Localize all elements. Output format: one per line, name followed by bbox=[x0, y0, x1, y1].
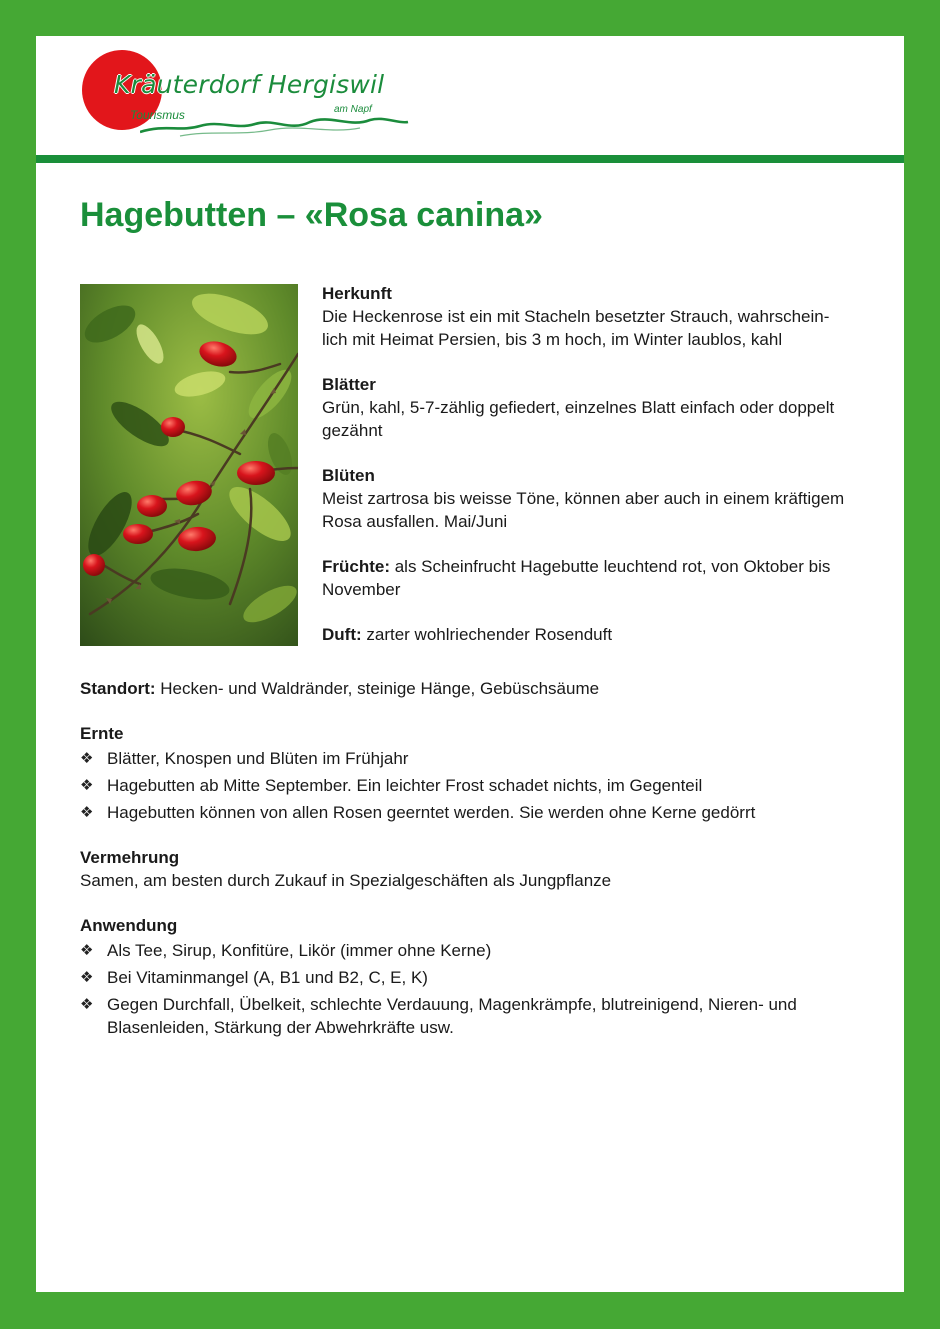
ernte-item-1: Blätter, Knospen und Blüten im Frühjahr bbox=[107, 749, 409, 768]
standort-label: Standort: bbox=[80, 679, 156, 698]
lower-sections bbox=[80, 677, 870, 1061]
anwendung-item-2: Bei Vitaminmangel (A, B1 und B2, C, E, K) bbox=[107, 968, 428, 987]
anwendung-item-3: Gegen Durchfall, Übelkeit, schlechte Verdauung, Magenkrämpfe, blutreinigend, Nieren- und Blasenleiden, Stärkung der Abwehrkräfte usw. bbox=[107, 995, 797, 1037]
document-page bbox=[36, 36, 904, 1292]
page-title: Hagebutten – «Rosa canina» bbox=[80, 196, 543, 234]
plant-details bbox=[322, 282, 862, 668]
section-standort bbox=[80, 677, 870, 700]
vermehrung-text: Samen, am besten durch Zukauf in Spezialgeschäften als Jungpflanze bbox=[80, 871, 612, 890]
section-fruechte bbox=[322, 555, 862, 601]
section-vermehrung bbox=[80, 846, 870, 892]
vermehrung-heading: Vermehrung bbox=[80, 848, 180, 867]
standort-text: Hecken- und Waldränder, steinige Hänge, Gebüschsäume bbox=[155, 679, 600, 698]
section-blaetter bbox=[322, 373, 862, 442]
logo-name: Kräuterdorf Hergiswil bbox=[114, 70, 385, 99]
anwendung-heading: Anwendung bbox=[80, 916, 178, 935]
section-ernte bbox=[80, 722, 870, 824]
blueten-text: Meist zartrosa bis weisse Töne, können aber auch in einem kräftigem Rosa ausfallen. Mai/Juni bbox=[322, 489, 845, 531]
section-anwendung bbox=[80, 914, 870, 1039]
section-herkunft bbox=[322, 282, 862, 351]
herkunft-heading: Herkunft bbox=[322, 284, 392, 303]
blaetter-heading: Blätter bbox=[322, 375, 376, 394]
herkunft-line-2: lich mit Heimat Persien, bis 3 m hoch, im Winter laublos, kahl bbox=[322, 330, 783, 349]
diamond-bullet-icon: ❖ bbox=[80, 804, 94, 821]
ernte-heading: Ernte bbox=[80, 724, 124, 743]
logo-hills-icon bbox=[140, 110, 410, 138]
list-item bbox=[80, 993, 870, 1039]
rosehip-photo bbox=[80, 284, 298, 646]
anwendung-item-1: Als Tee, Sirup, Konfitüre, Likör (immer ohne Kerne) bbox=[107, 941, 492, 960]
blueten-heading: Blüten bbox=[322, 466, 375, 485]
diamond-bullet-icon: ❖ bbox=[80, 942, 94, 959]
section-blueten bbox=[322, 464, 862, 533]
logo-sub: Tourismus bbox=[130, 108, 185, 122]
ernte-item-2: Hagebutten ab Mitte September. Ein leichter Frost schadet nichts, im Gegenteil bbox=[107, 776, 703, 795]
kraeuterdorf-logo bbox=[80, 48, 400, 138]
anwendung-list bbox=[80, 939, 870, 1039]
ernte-item-3: Hagebutten können von allen Rosen geerntet werden. Sie werden ohne Kerne gedörrt bbox=[107, 803, 756, 822]
diamond-bullet-icon: ❖ bbox=[80, 969, 94, 986]
header-rule bbox=[36, 155, 904, 163]
logo-place: am Napf bbox=[334, 104, 372, 115]
list-item bbox=[80, 774, 870, 797]
section-duft bbox=[322, 623, 862, 646]
diamond-bullet-icon: ❖ bbox=[80, 777, 94, 794]
herkunft-line-1: Die Heckenrose ist ein mit Stacheln besetzter Strauch, wahrschein- bbox=[322, 307, 830, 326]
list-item bbox=[80, 966, 870, 989]
ernte-list bbox=[80, 747, 870, 824]
list-item bbox=[80, 747, 870, 770]
diamond-bullet-icon: ❖ bbox=[80, 750, 94, 767]
blaetter-text: Grün, kahl, 5-7-zählig gefiedert, einzelnes Blatt einfach oder doppelt gezähnt bbox=[322, 398, 835, 440]
fruechte-label: Früchte: bbox=[322, 557, 390, 576]
duft-text: zarter wohlriechender Rosenduft bbox=[361, 625, 613, 644]
diamond-bullet-icon: ❖ bbox=[80, 996, 94, 1013]
list-item bbox=[80, 801, 870, 824]
duft-label: Duft: bbox=[322, 625, 362, 644]
fruechte-text: als Scheinfrucht Hagebutte leuchtend rot, von Oktober bis November bbox=[322, 557, 831, 599]
list-item bbox=[80, 939, 870, 962]
